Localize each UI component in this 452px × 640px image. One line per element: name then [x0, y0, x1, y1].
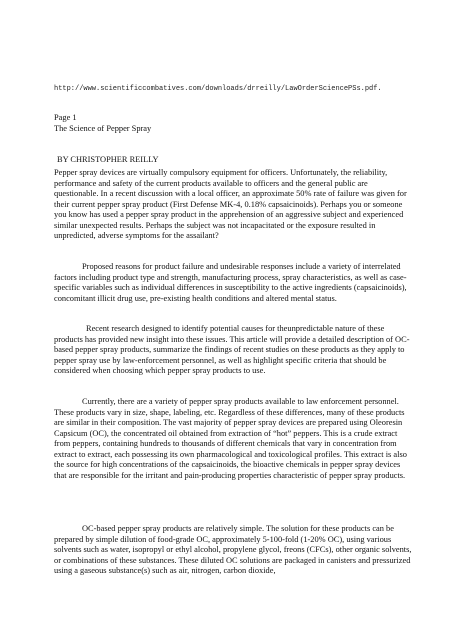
- paragraph-3: Recent research designed to identify potential causes for theunpredictable nature of these products has provided new insight into these issues. This article will provide a detailed description of OC-based pepper spray products, summarize the findings of recent studies on these products as they apply to pepper spray use by law-enforcement personnel, as well as highlight specific criteria that should be considered when choosing which pepper spray products to use.: [54, 324, 410, 375]
- author-byline: BY CHRISTOPHER REILLY: [57, 155, 159, 164]
- paragraph-5: OC-based pepper spray products are relatively simple. The solution for these products can be prepared by simple dilution of food-grade OC, approximately 5-100-fold (1-20% OC), using various solvents such as water, isopropyl or ethyl alcohol, propylene glycol, freons (CFCs), other organic solvents, or combinations of these substances. These diluted OC solutions are packaged in canisters and pressurized using a gaseous substance(s) such as air, nitrogen, carbon dioxide,: [54, 524, 412, 575]
- paragraph-2: Proposed reasons for product failure and undesirable responses include a variety of interrelated factors including product type and strength, manufacturing process, spray characteristics, as well as case-specific variables such as individual differences in susceptibility to the active ingredients (capsaicinoids), concomitant illicit drug use, pre-existing health conditions and altered mental status.: [54, 262, 407, 303]
- paragraph-1: Pepper spray devices are virtually compulsory equipment for officers. Unfortunately, the reliability, performance and safety of the current products available to officers and the general public are questionable. In a recent discussion with a local officer, an approximate 50% rate of failure was given for their current pepper spray product (First Defense MK-4, 0.18% capsaicinoids). Perhaps you or someone you know has used a pepper spray product in the apprehension of an aggressive subject and experienced similar unexpected results. Perhaps the subject was not incapacitated or the exposure resulted in unpredicted, adverse symptoms for the assailant?: [54, 168, 407, 240]
- paragraph-4: Currently, there are a variety of pepper spray products available to law enforcement personnel. These products vary in size, shape, labeling, etc. Regardless of these differences, many of these products are similar in their composition. The vast majority of pepper spray devices are prepared using Oleoresin Capsicum (OC), the concentrated oil obtained from extraction of “hot” peppers. This is a crude extract from peppers, containing hundreds to thousands of different chemicals that vary in concentration from extract to extract, each possessing its own pharmacological and toxicological profiles. This extract is also the source for high concentrations of the capsaicinoids, the bioactive chemicals in pepper spray devices that are responsible for the irritant and pain-producing properties characteristic of pepper spray products.: [54, 397, 407, 480]
- document-title: The Science of Pepper Spray: [54, 124, 152, 133]
- page-label: Page 1: [54, 113, 77, 122]
- source-url: http://www.scientificcombatives.com/downloads/drreilly/LawOrderSciencePSs.pdf.: [54, 85, 382, 93]
